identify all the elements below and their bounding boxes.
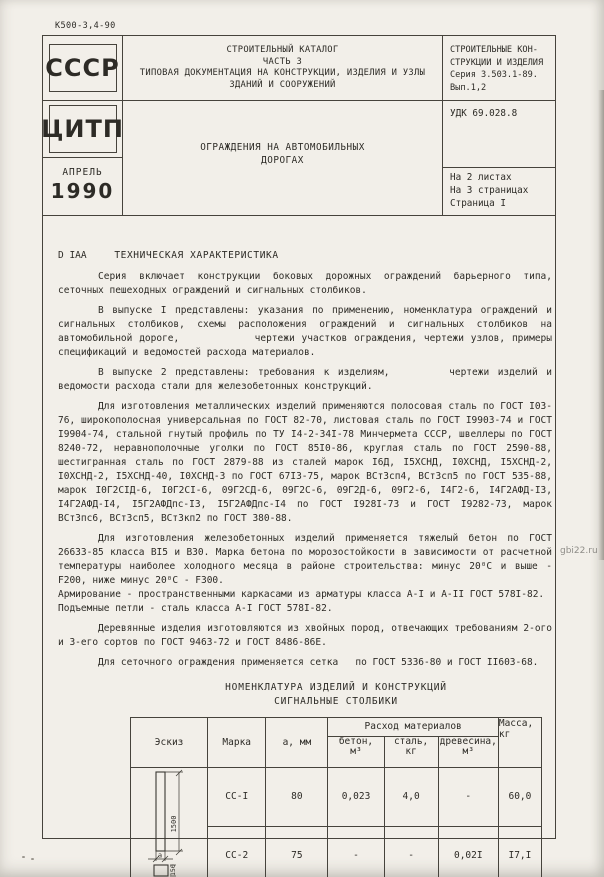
mass-value: I7,I	[498, 827, 541, 877]
catalog-line3: ТИПОВАЯ ДОКУМЕНТАЦИЯ НА КОНСТРУКЦИИ, ИЗДЕЛИЯ И УЗЛЫ	[139, 68, 426, 78]
col-header-mass	[498, 718, 541, 768]
document-subject-cell	[123, 101, 442, 215]
year-label: 1990	[50, 179, 115, 204]
series-cell	[443, 36, 555, 101]
paragraph: Деревянные изделия изготовляются из хвойных пород, отвечающих требованиям 2-ого и 3-его сортов по ГОСТ 9463-72 и ГОСТ 8486-86Е.	[58, 623, 552, 648]
subject-line1: ОГРАЖДЕНИЯ НА АВТОМОБИЛЬНЫХ	[200, 141, 365, 153]
section-dimension-label: 150	[169, 864, 178, 876]
section-code: D IАА	[58, 250, 87, 261]
ussr-stamp-cell	[43, 36, 122, 101]
title-block-left-column	[43, 36, 123, 215]
paragraph: В выпуске 2 представлены: требования к изделиям, чертежи изделий и ведомости расхода стали для железобетонных конструкций.	[58, 367, 552, 392]
steel-header-line2: кг	[405, 746, 417, 757]
concrete-header-line2: м³	[350, 746, 362, 757]
title-block	[43, 36, 555, 216]
col-header-mark: Марка	[208, 718, 266, 768]
mark-value: СС-I	[208, 768, 266, 827]
paragraph: В выпуске I представлены: указания по применению, номенклатура ограждений и сигнальных столбиков, схемы расположения ограждений и сигнальных столбиков на автомобильной дороге, чертежи участков ограждения, чертежи узлов, примеры спецификаций и ведомостей расхода материалов.	[58, 305, 552, 358]
sheets-line1: На 2 листах	[450, 172, 512, 184]
col-header-sketch: Эскиз	[131, 718, 208, 768]
scan-speckle	[22, 856, 25, 858]
table-header-row-1	[131, 718, 542, 737]
post-outline	[156, 772, 165, 851]
citp-label: ЦИТП	[41, 114, 124, 143]
col-header-concrete	[328, 737, 384, 768]
signal-posts-table	[130, 717, 542, 877]
udk-label: УДК 69.028.8	[450, 107, 518, 119]
sheets-cell	[443, 168, 555, 215]
wood-value: 0,02I	[438, 827, 498, 877]
month-label: АПРЕЛЬ	[62, 167, 103, 179]
scan-edge-artifact	[598, 90, 604, 560]
title-block-middle-column	[123, 36, 443, 215]
ussr-stamp-box	[45, 44, 120, 92]
paragraph: Армирование - пространственными каркасами из арматуры класса А-I и А-II ГОСТ 578I-82.	[58, 589, 545, 600]
height-dimension-label: 1500	[170, 815, 179, 833]
steel-header-line1: сталь,	[393, 736, 429, 747]
col-header-wood	[438, 737, 498, 768]
a-value: 80	[266, 768, 328, 827]
date-cell	[43, 158, 122, 215]
col-header-steel	[384, 737, 438, 768]
post-cross-section	[154, 865, 168, 876]
paragraph: Серия включает конструкции боковых дорожных ограждений барьерного типа, сеточных пешеходных ограждений и сигнальных столбиков.	[58, 271, 552, 296]
steel-value: 4,0	[384, 768, 438, 827]
a-value: 75	[266, 827, 328, 877]
title-block-right-column	[443, 36, 555, 215]
site-watermark: gbi22.ru	[560, 546, 598, 556]
paragraph: Для изготовления металлических изделий применяются полосовая сталь по ГОСТ I03-76, широкополосная универсальная по ГОСТ 82-70, листовая сталь по ГОСТ I9903-74 и ГОСТ I9904-74, стальной гнутый профиль по ТУ I4-2-34I-78 Минчермета СССР, швеллеры по ГОСТ 8240-72, неравнополочные уголки по ГОСТ 85I0-86, круглая сталь по ГОСТ 2590-88, шестигранная сталь по ГОСТ 2879-88 из сталей марок I6Д, I5ХСНД, I0ХСНД, I5ХСНД-2, I0ХСНД-2, I5ХСНД-40, I0ХСНД-3 по ГОСТ 67I3-75, марок ВСт3сп4, ВСт3сп5 по ГОСТ 535-88, марок I0Г2СIД-6, I0Г2СI-6, 09Г2СД-6, 09Г2С-6, 09Г2Д-6, 09Г2-6, I4Г2-6, I4Г2АФД-I3, I4Г2АФД-I4, I5Г2АФДпс-I3, I5Г2АФДпс-I4 по ГОСТ I928I-73 и ГОСТ I9282-73, марок ВСт3пс6, ВСт3сп5, ВСт3кп2 по ГОСТ 380-88.	[58, 401, 552, 524]
table-row	[131, 768, 542, 827]
ussr-label: СССР	[45, 53, 120, 82]
concrete-value: 0,023	[328, 768, 384, 827]
mass-header-line1: Масса,	[498, 718, 534, 729]
width-dimension-label: а	[157, 851, 163, 860]
section-heading	[58, 249, 552, 263]
catalog-line1: СТРОИТЕЛЬНЫЙ КАТАЛОГ	[226, 45, 339, 55]
col-header-material-consumption: Расход материалов	[328, 718, 498, 737]
paragraph: Для изготовления железобетонных изделий применяется тяжелый бетон по ГОСТ 26633-85 класса ВI5 и В30. Марка бетона по морозостойкости в зависимости от расчетной температуры наиболее холодного месяца в районе строительства: минус 20⁰С и выше - F200, ниже минус 20⁰С - F300.	[58, 533, 552, 586]
series-line2: СТРУКЦИИ И ИЗДЕЛИЯ	[450, 57, 544, 68]
document-body	[58, 249, 552, 877]
udk-cell	[443, 101, 555, 169]
catalog-line4: ЗДАНИЙ И СООРУЖЕНИЙ	[229, 79, 336, 90]
subject-line2: ДОРОГАХ	[261, 154, 304, 166]
scan-speckle	[31, 858, 34, 860]
nomenclature-title-line1: НОМЕНКЛАТУРА ИЗДЕЛИЙ И КОНСТРУКЦИЙ	[225, 682, 447, 693]
document-code: К500-3,4-90	[55, 21, 116, 31]
mass-header-line2: кг	[498, 729, 511, 740]
concrete-value: -	[328, 827, 384, 877]
sheets-line2: На 3 страницах	[450, 185, 529, 197]
paragraph: Подъемные петли - сталь класса А-I ГОСТ 578I-82.	[58, 603, 333, 614]
nomenclature-title-line2: СИГНАЛЬНЫЕ СТОЛБИКИ	[274, 696, 398, 707]
col-header-a-mm: а, мм	[266, 718, 328, 768]
paragraph: Для сеточного ограждения применяется сетка по ГОСТ 5336-80 и ГОСТ II603-68.	[98, 657, 539, 668]
concrete-header-line1: бетон,	[338, 736, 374, 747]
nomenclature-section	[130, 681, 542, 877]
post-sketch-cell	[131, 768, 208, 877]
mass-value: 60,0	[498, 768, 541, 827]
citp-stamp-box	[41, 105, 124, 153]
series-line1: СТРОИТЕЛЬНЫЕ КОН-	[450, 45, 538, 55]
signal-post-sketch	[134, 768, 204, 877]
section-title: ТЕХНИЧЕСКАЯ ХАРАКТЕРИСТИКА	[114, 250, 279, 261]
catalog-header-cell	[123, 36, 442, 101]
wood-header-line1: древесина,	[439, 736, 497, 747]
wood-value: -	[438, 768, 498, 827]
catalog-line2: ЧАСТЬ 3	[262, 56, 303, 67]
wood-header-line2: м³	[462, 746, 474, 757]
sheets-line3: Страница I	[450, 198, 506, 210]
mark-value: СС-2	[208, 827, 266, 877]
citp-stamp-cell	[43, 101, 122, 159]
series-line3: Серия 3.503.1-89. Вып.1,2	[450, 70, 538, 93]
sheet-frame	[41, 35, 556, 876]
steel-value: -	[384, 827, 438, 877]
